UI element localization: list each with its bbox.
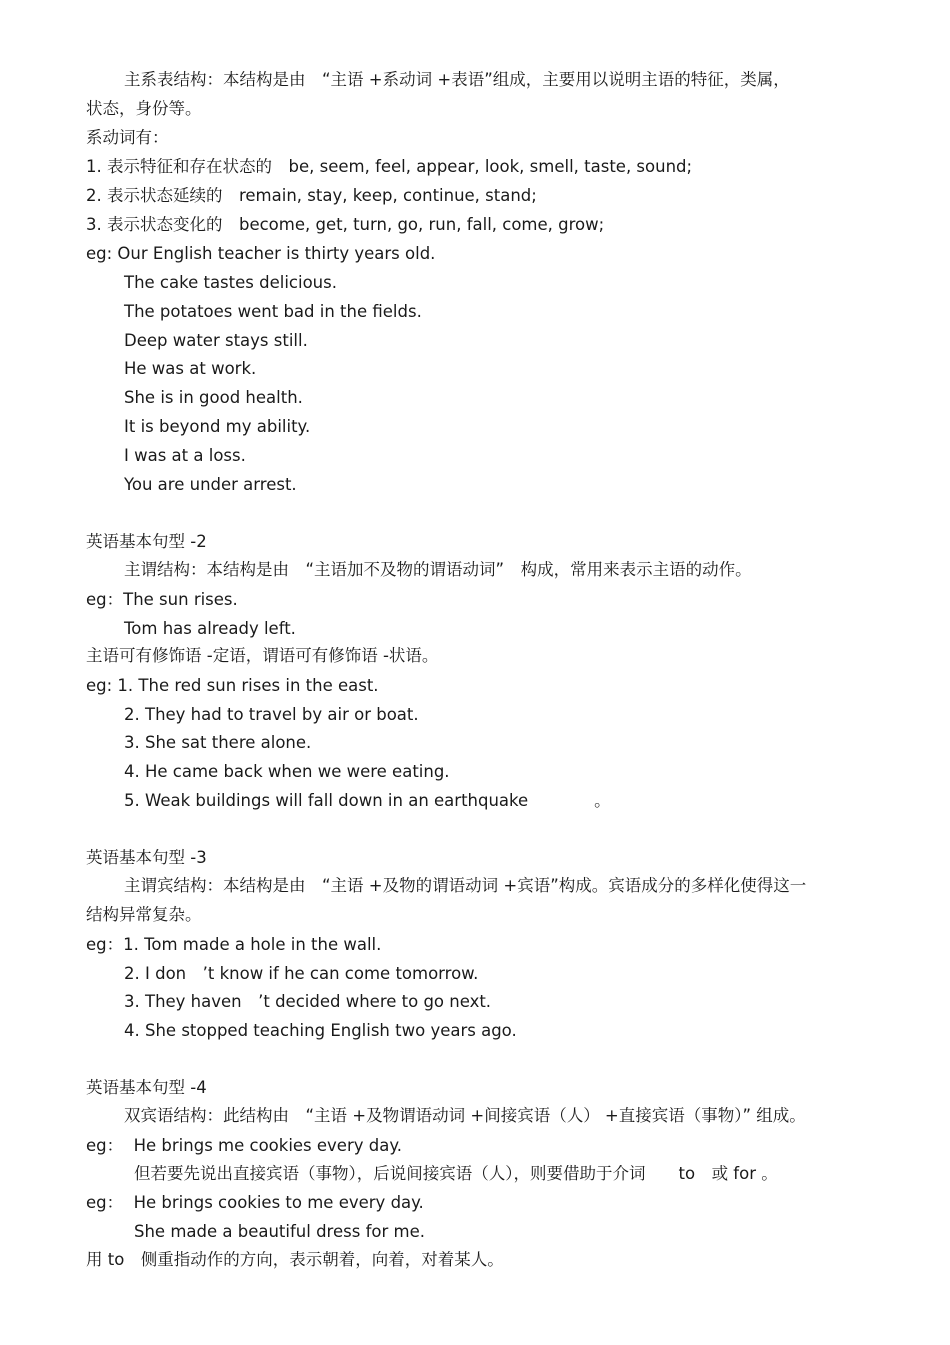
- s1-example: He was at work.: [124, 359, 257, 378]
- s2-example-second: Tom has already left.: [124, 619, 296, 638]
- s1-example: I was at a loss.: [124, 446, 246, 465]
- s2-numbered-example: 2. They had to travel by air or boat.: [124, 705, 419, 724]
- s2-numbered-example: 4. He came back when we were eating.: [124, 762, 450, 781]
- s4-intro: 双宾语结构：此结构由 “主语 +及物谓语动词 +间接宾语（人） +直接宾语（事物）” 组成。: [124, 1106, 806, 1125]
- s1-example-first: eg: Our English teacher is thirty years old.: [86, 244, 436, 263]
- s2-numbered-example: 3. She sat there alone.: [124, 733, 312, 752]
- s2-intro: 主谓结构：本结构是由 “主语加不及物的谓语动词” 构成，常用来表示主语的动作。: [124, 560, 752, 579]
- s2-numbered-example: 5. Weak buildings will fall down in an earthquake 。: [124, 791, 611, 810]
- s4-but-note: 但若要先说出直接宾语（事物），后说间接宾语（人），则要借助于介词 to 或 for 。: [134, 1164, 778, 1183]
- s2-example-first: eg：The sun rises.: [86, 590, 238, 609]
- s3-numbered-first: eg：1. Tom made a hole in the wall.: [86, 935, 382, 954]
- s1-intro-line-1: 主系表结构：本结构是由 “主语 +系动词 +表语”组成，主要用以说明主语的特征，类属，: [124, 70, 790, 89]
- s2-numbered-first: eg: 1. The red sun rises in the east.: [86, 676, 379, 695]
- s1-example: She is in good health.: [124, 388, 303, 407]
- s2-heading: 英语基本句型 -2: [86, 532, 207, 551]
- s1-example: You are under arrest.: [124, 475, 297, 494]
- s1-verb-line-1: 1. 表示特征和存在状态的 be, seem, feel, appear, look, smell, taste, sound;: [86, 157, 693, 176]
- s4-to-note: 用 to 侧重指动作的方向，表示朝着，向着，对着某人。: [86, 1250, 504, 1269]
- s3-intro-line-1: 主谓宾结构：本结构是由 “主语 +及物的谓语动词 +宾语”构成。宾语成分的多样化使得这一: [124, 876, 807, 895]
- s3-numbered-example: 4. She stopped teaching English two years ago.: [124, 1021, 517, 1040]
- s4-example-third: She made a beautiful dress for me.: [134, 1222, 425, 1241]
- s3-heading: 英语基本句型 -3: [86, 848, 207, 867]
- s2-modifier-note: 主语可有修饰语 -定语，谓语可有修饰语 -状语。: [86, 646, 439, 665]
- s1-intro-line-2: 状态，身份等。: [86, 99, 202, 118]
- s1-example: Deep water stays still.: [124, 331, 308, 350]
- s4-example-first: eg： He brings me cookies every day.: [86, 1136, 402, 1155]
- s1-verb-line-2: 2. 表示状态延续的 remain, stay, keep, continue, stand;: [86, 186, 537, 205]
- s3-intro-line-2: 结构异常复杂。: [86, 905, 202, 924]
- s1-verbs-heading: 系动词有：: [86, 128, 169, 147]
- s4-heading: 英语基本句型 -4: [86, 1078, 207, 1097]
- s4-example-second: eg： He brings cookies to me every day.: [86, 1193, 424, 1212]
- s3-numbered-example: 2. I don ’t know if he can come tomorrow.: [124, 964, 479, 983]
- s1-example: The potatoes went bad in the fields.: [124, 302, 422, 321]
- s3-numbered-example: 3. They haven ’t decided where to go next.: [124, 992, 492, 1011]
- s1-example: The cake tastes delicious.: [124, 273, 337, 292]
- s1-example: It is beyond my ability.: [124, 417, 311, 436]
- s1-verb-line-3: 3. 表示状态变化的 become, get, turn, go, run, fall, come, grow;: [86, 215, 605, 234]
